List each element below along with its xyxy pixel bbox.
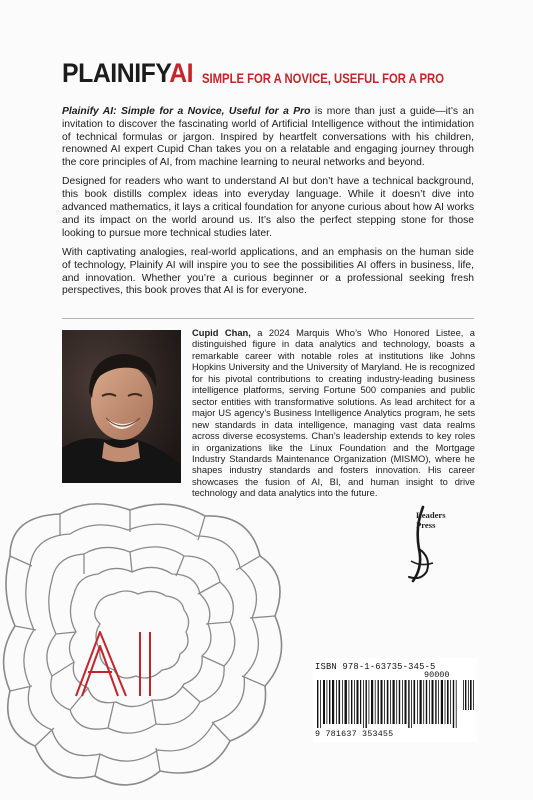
- isbn-barcode: [313, 658, 477, 742]
- section-divider: [62, 318, 474, 319]
- description-paragraph-2: Designed for readers who want to understand AI but don’t have a technical background, this book distills complex ideas into everyday language. While it doesn’t dive into advanced mathematics, it lays a critical foundation for anyone curious about how AI works and its impact on the world around us. It’s also the perfect stepping stone for those looking to pursue more technical studies later.: [62, 176, 474, 239]
- tagline: SIMPLE FOR A NOVICE, USEFUL FOR A PRO: [202, 71, 444, 86]
- description-text-1: is more than just a guide—it’s an invitation to discover the fascinating world of Artificial Intelligence without the intimidation of technical formulas or jargon. Inspired by heartfelt conversations with his children, renowned AI expert Cupid Chan takes you on a relatable and engaging journey through the core principles of AI, from machine learning to neural networks and beyond.: [62, 106, 474, 169]
- publisher-name-line-2: Press: [416, 520, 436, 530]
- book-title: [62, 60, 205, 87]
- book-description: [62, 106, 474, 305]
- publisher-name-line-1: Leaders: [416, 510, 446, 520]
- brand-logo: [62, 60, 193, 87]
- author-name: Cupid Chan,: [192, 328, 251, 338]
- author-portrait-image: [62, 330, 181, 483]
- ean-digits: 9 781637 353455: [315, 729, 394, 739]
- price-code: 90000: [424, 670, 450, 680]
- author-bio: [192, 328, 475, 500]
- description-paragraph-3: With captivating analogies, real-world applications, and an emphasis on the human side of technology, Plainify AI will inspire you to see the possibilities AI offers in business, life, and innovation. Whether you’re a curious beginner or a professional seeking fresh perspectives, this book proves that AI is for everyone.: [62, 246, 474, 297]
- description-paragraph-1: [62, 106, 474, 170]
- author-bio-text: a 2024 Marquis Who’s Who Honored Listee, a distinguished figure in data analytics and technology, boasts a remarkable career with notable roles at institutions like Johns Hopkins University and the University of Maryland. He is recognized for his pivotal contributions to creating industry-leading business intelligence platforms, serving Fortune 500 companies and public sector entities with transformative solutions. As lead architect for a major US agency’s Business Intelligence Analytics program, he sets new standards in data intelligence, managing vast data realms across diverse ecosystems. Chan’s leadership extends to key roles in organizations like the Linux Foundation and the Mortgage Industry Standards Maintenance Organization (MISMO), where he shapes industry standards and fosters innovation. His career showcases the fusion of AI, BI, and human insight to drive technology and data analytics into the future.: [192, 328, 475, 499]
- book-title-italic: Plainify AI: Simple for a Novice, Useful for a Pro: [62, 106, 311, 117]
- publisher-name: [416, 510, 446, 530]
- brain-maze-illustration: [0, 496, 300, 800]
- brand-main: PLAINIFY: [62, 58, 170, 88]
- maze-letters: AI: [95, 686, 96, 687]
- isbn-number: ISBN 978-1-63735-345-5: [315, 662, 436, 672]
- author-photo: [62, 330, 181, 483]
- brand-accent: AI: [169, 58, 194, 88]
- barcode-bars: [313, 672, 477, 730]
